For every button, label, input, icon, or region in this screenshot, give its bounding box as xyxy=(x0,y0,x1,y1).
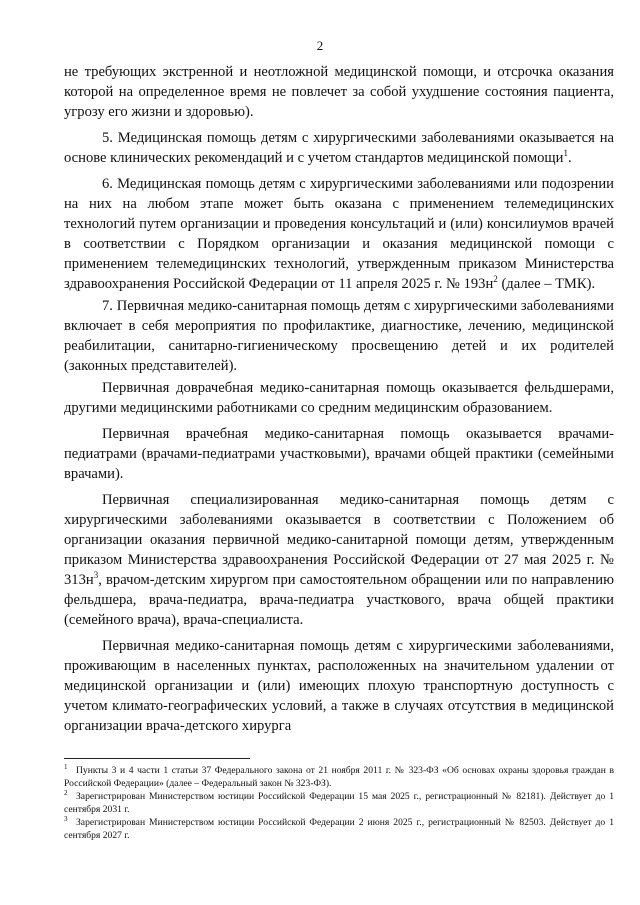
footnote-ref-2[interactable]: 2 xyxy=(493,274,498,285)
paragraph-physician-care: Первичная врачебная медико-санитарная помощь оказывается врачами-педиатрами (врачами-педиатрами участковыми), врачами общей практики (семейными врачами). xyxy=(64,426,614,482)
footnote-text: Зарегистрирован Министерством юстиции Российской Федерации 2 июня 2025 г., регистрационный № 82503. Действует до 1 сентября 2027 г. xyxy=(64,817,614,841)
footnote-3: 3 Зарегистрирован Министерством юстиции Российской Федерации 2 июня 2025 г., регистрационный № 82503. Действует до 1 сентября 2027 г. xyxy=(64,814,614,841)
footnote-ref-1[interactable]: 1 xyxy=(563,148,568,159)
paragraph-remote-areas: Первичная медико-санитарная помощь детям с хирургическими заболеваниями, проживающим в населенных пунктах, расположенных на значительном удалении от медицинской организации и (или) имеющих плохую транспортную доступность с учетом климато-географических условий, а также в случаях отсутствия в медицинской организации врача-детского хирурга xyxy=(64,638,614,734)
document-body xyxy=(64,62,614,742)
footnotes xyxy=(64,762,614,843)
footnote-1: 1 Пункты 3 и 4 части 1 статьи 37 Федерального закона от 21 ноября 2011 г. № 323-ФЗ «Об основах охраны здоровья граждан в Российской Федерации» (далее – Федеральный закон № 323-ФЗ). xyxy=(64,762,614,789)
paragraph-6: 6. Медицинская помощь детям с хирургическими заболеваниями или подозрении на них на любом этапе может быть оказана с применением телемедицинских технологий путем организации и проведения консультаций и (или) консилиумов врачей в соответствии с Порядком организации и оказания медицинской помощи с применением телемедицинских технологий, утвержденным приказом Министерства здравоохранения Российской Федерации от 11 апреля 2025 г. № $193н^2$ (далее – ТМК). xyxy=(64,176,614,292)
paragraph-5: 5. Медицинская помощь детям с хирургическими заболеваниями оказывается на основе клинических рекомендаций и с учетом стандартов медицинской помощи$^1$. xyxy=(64,130,614,166)
paragraph-prehospital-care: Первичная доврачебная медико-санитарная помощь оказывается фельдшерами, другими медицинскими работниками со средним медицинским образованием. xyxy=(64,380,614,416)
footnote-text: Зарегистрирован Министерством юстиции Российской Федерации 15 мая 2025 г., регистрационный № 82181). Действует до 1 сентября 2031 г. xyxy=(64,791,614,815)
footnote-text: Пункты 3 и 4 части 1 статьи 37 Федерального закона от 21 ноября 2011 г. № 323-ФЗ «Об основах охраны здоровья граждан в Российской Федерации» (далее – Федеральный закон № 323-ФЗ). xyxy=(64,765,614,789)
footnote-ref-3[interactable]: 3 xyxy=(93,570,99,581)
footnote-divider xyxy=(64,758,250,759)
footnote-2: 2 Зарегистрирован Министерством юстиции Российской Федерации 15 мая 2025 г., регистрационный № 82181). Действует до 1 сентября 2031 г. xyxy=(64,788,614,815)
paragraph-7: 7. Первичная медико-санитарная помощь детям с хирургическими заболеваниями включает в себя мероприятия по профилактике, диагностике, лечению, медицинской реабилитации, санитарно-гигиеническому просвещению детей и их родителей (законных представителей). xyxy=(64,298,614,374)
page-number: 2 xyxy=(316,38,324,53)
paragraph-continuation: не требующих экстренной и неотложной медицинской помощи, и отсрочка оказания которой на определенное время не повлечет за собой ухудшение состояния пациента, угрозу его жизни и здоровью). xyxy=(64,64,614,120)
paragraph-specialized-care: Первичная специализированная медико-санитарная помощь детям с хирургическими заболеваниями оказывается в соответствии с Положением об организации оказания первичной медико-санитарной помощи детям, утвержденным приказом Министерства здравоохранения Российской Федерации от 27 мая 2025 г. № $313н^3$, врачом-детским хирургом при самостоятельном обращении или по направлению фельдшера, врача-педиатра, врача-педиатра участкового, врача общей практики (семейного врача), врача-специалиста. xyxy=(64,492,614,628)
